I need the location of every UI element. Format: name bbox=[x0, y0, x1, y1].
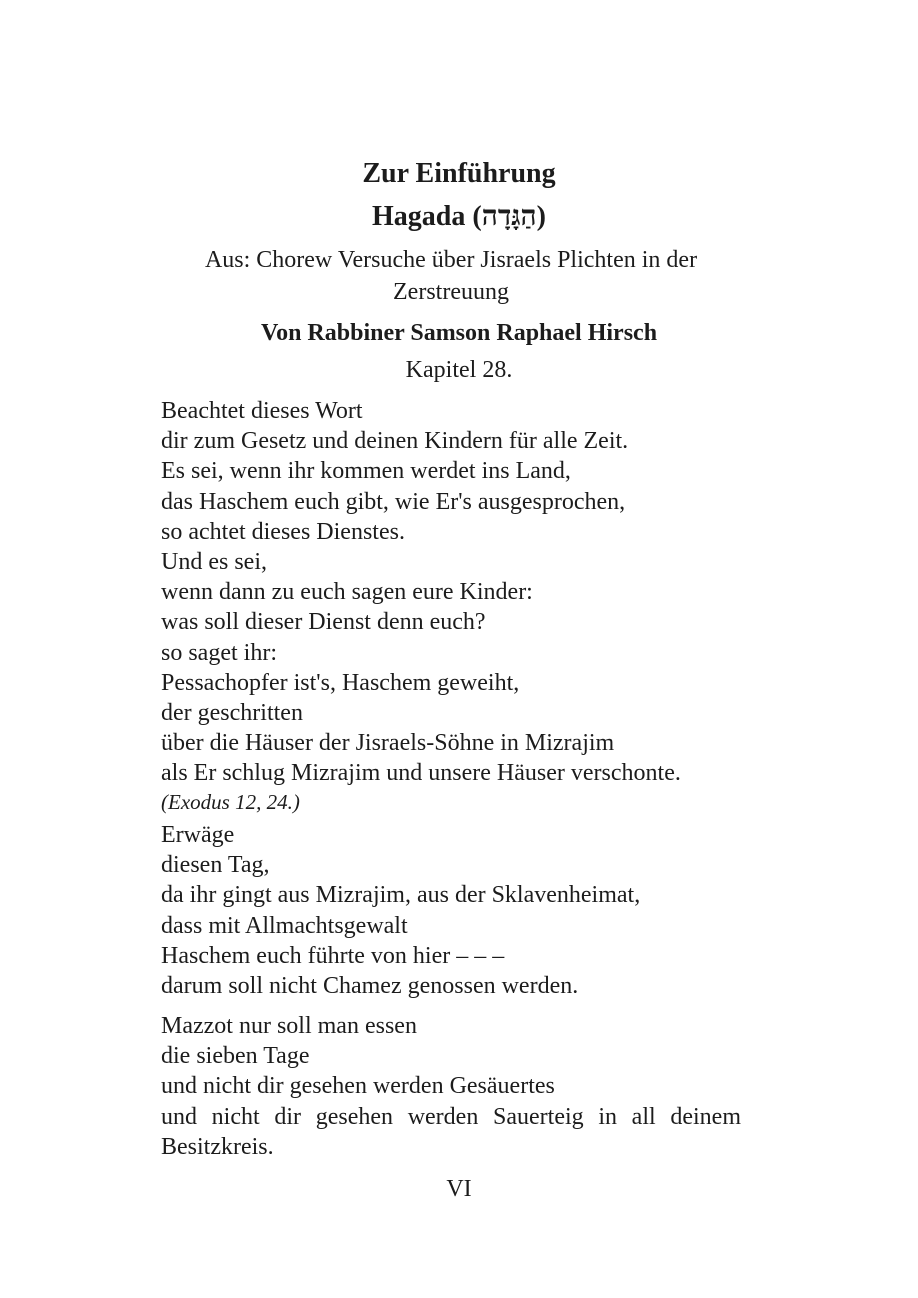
verse-line: dass mit Allmachtsgewalt bbox=[161, 912, 408, 939]
verse-line: Erwäge bbox=[161, 822, 235, 848]
verse-line: wenn dann zu euch sagen eure Kinder: bbox=[161, 579, 533, 606]
verse-line: über die Häuser der Jisraels-Söhne in Mizrajim bbox=[161, 730, 615, 757]
verse-line: darum soll nicht Chamez genossen werden. bbox=[161, 973, 579, 1000]
verse-line: und nicht dir gesehen werden Sauerteig in all deinem bbox=[161, 1103, 741, 1130]
stanza-2 bbox=[161, 820, 741, 1001]
page-number: VI bbox=[446, 1176, 472, 1202]
verse-line: Pessachopfer ist's, Haschem geweiht, bbox=[161, 669, 520, 696]
stanza-1 bbox=[161, 396, 741, 815]
verse-line: Beachtet dieses Wort bbox=[161, 398, 363, 424]
stanza-3 bbox=[161, 1011, 741, 1162]
verse-line: der geschritten bbox=[161, 700, 303, 727]
verse-line: Es sei, wenn ihr kommen werdet ins Land, bbox=[161, 458, 571, 485]
author-line: Von Rabbiner Samson Raphael Hirsch bbox=[260, 320, 658, 346]
verse-line: und nicht dir gesehen werden Gesäuertes bbox=[161, 1073, 555, 1100]
hagada-title: Hagada (הַגָּדָה) bbox=[372, 201, 546, 232]
verse-line: Besitzkreis. bbox=[161, 1133, 274, 1160]
verse-line: als Er schlug Mizrajim und unsere Häuser verschonte. bbox=[161, 760, 681, 787]
verse-line: die sieben Tage bbox=[161, 1043, 310, 1070]
verse-line: diesen Tag, bbox=[161, 852, 270, 879]
verse-line: Und es sei, bbox=[161, 549, 267, 576]
page-title: Zur Einführung bbox=[362, 158, 556, 189]
verse-line: dir zum Gesetz und deinen Kindern für alle Zeit. bbox=[161, 428, 629, 455]
source-line: Aus: Chorew Versuche über Jisraels Plichten in der Zerstreuung bbox=[204, 247, 698, 305]
verse-line: das Haschem euch gibt, wie Er's ausgesprochen, bbox=[161, 488, 626, 515]
verse-line: da ihr gingt aus Mizrajim, aus der Sklavenheimat, bbox=[161, 882, 641, 909]
chapter-label: Kapitel 28. bbox=[405, 357, 513, 383]
verse-line: so achtet dieses Dienstes. bbox=[161, 518, 405, 545]
scripture-reference: (Exodus 12, 24.) bbox=[161, 789, 300, 814]
verse-line: was soll dieser Dienst denn euch? bbox=[161, 609, 486, 636]
verse-line: so saget ihr: bbox=[161, 639, 277, 666]
verse-line: Haschem euch führte von hier – – – bbox=[161, 942, 505, 969]
verse-line: Mazzot nur soll man essen bbox=[161, 1013, 417, 1039]
